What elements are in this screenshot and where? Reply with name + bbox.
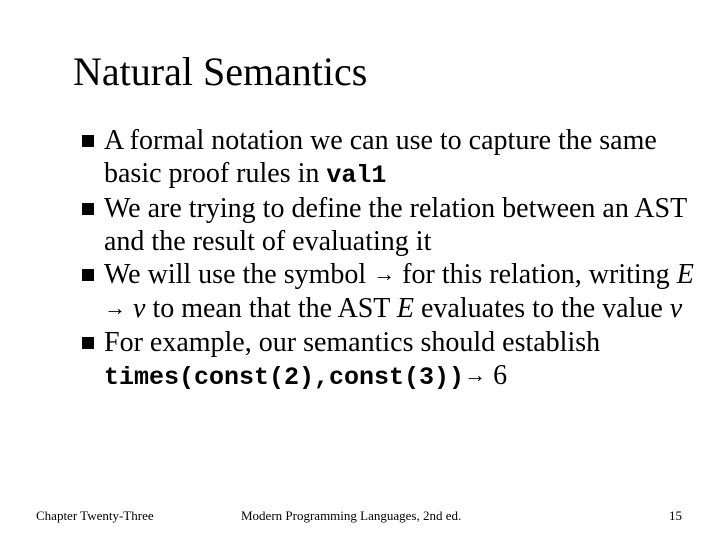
footer-book: Modern Programming Languages, 2nd ed. (241, 508, 462, 523)
arrow-symbol: → (373, 261, 396, 286)
math-var-E: E (676, 259, 694, 290)
square-bullet-icon (82, 203, 94, 215)
bullet-item (72, 192, 702, 258)
footer-page-number: 15 (669, 508, 682, 523)
bullet-item (72, 124, 702, 192)
bullet-text: for this relation, writing (395, 259, 677, 290)
bullet-text: evaluates to the value (414, 293, 670, 324)
code-example: times(const(2),const(3)) (104, 363, 465, 392)
arrow-symbol: → (464, 362, 487, 387)
math-var-v: v (133, 293, 146, 324)
bullet-text: We are trying to define the relation between an AST and the result of evaluating it (104, 193, 687, 257)
bullet-text: A formal notation we can use to capture the same basic proof rules in (104, 125, 657, 189)
slide-title: Natural Semantics (73, 49, 368, 94)
bullet-item (72, 326, 702, 394)
bullet-text: For example, our semantics should establish (104, 327, 601, 358)
code-val1: val1 (326, 161, 387, 190)
square-bullet-icon (82, 135, 94, 147)
footer-chapter: Chapter Twenty-Three (36, 508, 154, 523)
arrow-symbol: → (104, 295, 126, 320)
square-bullet-icon (82, 269, 94, 281)
bullet-item (72, 258, 702, 326)
result-value: 6 (493, 360, 508, 391)
math-var-v: v (669, 293, 683, 324)
math-var-E: E (396, 293, 414, 324)
square-bullet-icon (82, 337, 94, 349)
bullet-text: to mean that the AST (145, 293, 397, 324)
bullet-list (72, 124, 702, 394)
bullet-text: We will use the symbol (104, 259, 374, 290)
